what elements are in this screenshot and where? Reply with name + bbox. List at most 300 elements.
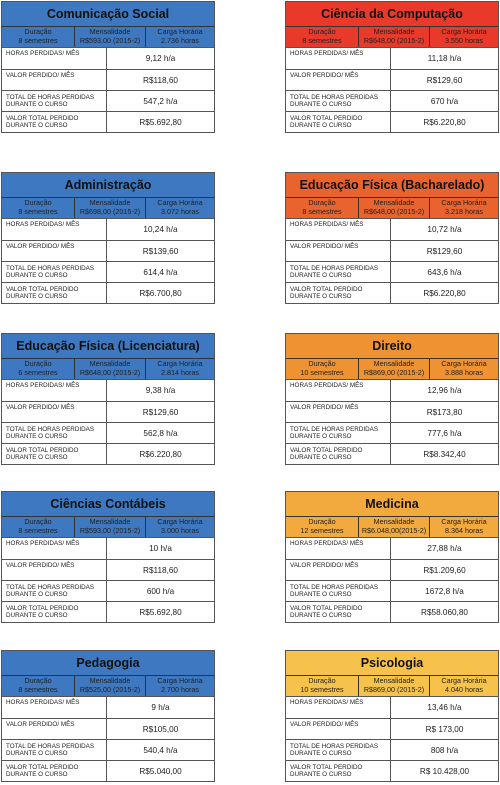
course-meta <box>286 516 498 537</box>
hours-cell <box>146 359 214 379</box>
row-label <box>286 91 391 111</box>
row-label <box>286 241 391 261</box>
hours-value: 3.888 horas <box>445 367 483 377</box>
row-label-text: DURANTE O CURSO <box>290 101 352 108</box>
fee-label: Mensalidade <box>373 198 415 207</box>
row-label <box>2 423 107 443</box>
row-label <box>2 697 107 718</box>
row-label <box>2 91 107 111</box>
table-row <box>286 538 498 559</box>
total-valor-value: R$6.220,80 <box>423 288 466 298</box>
valor-mes-value: R$129,60 <box>426 75 463 85</box>
duration-value: 8 semestres <box>18 684 58 694</box>
course-meta <box>286 197 498 218</box>
course-title: Medicina <box>365 497 419 511</box>
total-horas-value: 777,6 h/a <box>427 428 462 438</box>
duration-cell <box>2 676 74 696</box>
course-title: Comunicação Social <box>46 7 170 21</box>
row-label-text: DURANTE O CURSO <box>6 454 68 461</box>
row-label-text: DURANTE O CURSO <box>290 591 352 598</box>
row-label <box>286 761 391 781</box>
row-label-text: VALOR TOTAL PERDIDO <box>6 115 79 122</box>
table-row <box>2 697 214 718</box>
horas-mes-value: 9 h/a <box>151 703 170 712</box>
row-label <box>286 402 391 422</box>
hours-cell <box>146 27 214 47</box>
duration-label: Duração <box>308 517 336 526</box>
table-row <box>2 111 214 132</box>
total-valor-value: R$6.220,80 <box>423 117 466 127</box>
row-label-text: VALOR PERDIDO/ MÊS <box>6 243 75 250</box>
hours-label: Carga Horária <box>441 198 487 207</box>
row-label-text: TOTAL DE HORAS PERDIDAS <box>290 743 379 750</box>
course-title: Educação Física (Licenciatura) <box>16 339 200 353</box>
course-meta <box>286 358 498 379</box>
row-label <box>286 719 391 739</box>
course-stats <box>1 697 215 782</box>
table-row <box>286 718 498 739</box>
duration-cell <box>2 198 74 218</box>
table-row <box>286 219 498 240</box>
table-row <box>286 580 498 601</box>
total-horas-value: 1672,8 h/a <box>425 586 464 596</box>
row-label-text: DURANTE O CURSO <box>290 612 352 619</box>
row-label-text: VALOR TOTAL PERDIDO <box>290 447 363 454</box>
fee-value: R$593,00 (2015-2) <box>79 525 141 535</box>
valor-mes-value: R$105,00 <box>142 724 179 734</box>
fee-value: R$869,00 (2015-2) <box>363 367 425 377</box>
fee-cell <box>74 517 146 537</box>
course-title: Direito <box>372 339 412 353</box>
row-label <box>2 48 107 69</box>
course-header <box>285 491 499 538</box>
row-label <box>286 697 391 718</box>
row-label <box>286 262 391 282</box>
row-label-text: DURANTE O CURSO <box>290 454 352 461</box>
valor-mes-value: R$ 173,00 <box>425 724 464 734</box>
table-row <box>2 48 214 69</box>
row-label-text: TOTAL DE HORAS PERDIDAS <box>290 426 379 433</box>
duration-value: 8 semestres <box>302 206 342 216</box>
table-row <box>2 739 214 760</box>
row-label-text: HORAS PERDIDAS/ MÊS <box>290 699 364 706</box>
course-card <box>1 1 215 133</box>
table-row <box>286 48 498 69</box>
row-label <box>2 719 107 739</box>
row-label-text: TOTAL DE HORAS PERDIDAS <box>6 426 95 433</box>
fee-label: Mensalidade <box>89 198 131 207</box>
course-stats <box>285 538 499 623</box>
row-label-text: VALOR PERDIDO/ MÊS <box>290 404 359 411</box>
table-row <box>286 697 498 718</box>
hours-value: 8.364 horas <box>445 525 483 535</box>
fee-cell <box>358 198 430 218</box>
hours-label: Carga Horária <box>441 517 487 526</box>
hours-cell <box>146 198 214 218</box>
horas-mes-value: 11,18 h/a <box>427 54 462 63</box>
table-row <box>286 739 498 760</box>
hours-label: Carga Horária <box>157 27 203 36</box>
table-row <box>2 240 214 261</box>
table-row <box>2 538 214 559</box>
hours-cell <box>430 198 498 218</box>
hours-cell <box>146 676 214 696</box>
fee-label: Mensalidade <box>89 359 131 368</box>
duration-cell <box>286 359 358 379</box>
table-row <box>286 69 498 90</box>
hours-value: 2.814 horas <box>161 367 199 377</box>
total-valor-value: R$6.700,80 <box>139 288 182 298</box>
row-label <box>286 560 391 580</box>
duration-label: Duração <box>24 27 52 36</box>
table-row <box>286 380 498 401</box>
hours-value: 2.736 horas <box>161 35 199 45</box>
row-label <box>2 241 107 261</box>
horas-mes-value: 27,88 h/a <box>427 544 462 553</box>
table-row <box>286 90 498 111</box>
course-meta <box>2 197 214 218</box>
duration-label: Duração <box>24 359 52 368</box>
duration-label: Duração <box>308 676 336 685</box>
total-horas-value: 670 h/a <box>430 96 459 106</box>
row-label <box>2 70 107 90</box>
row-label-text: TOTAL DE HORAS PERDIDAS <box>6 743 95 750</box>
hours-value: 3.550 horas <box>445 35 483 45</box>
total-horas-value: 643,6 h/a <box>427 267 462 277</box>
table-row <box>286 422 498 443</box>
row-label <box>286 219 391 240</box>
table-row <box>286 559 498 580</box>
fee-value: R$648,00 (2015-2) <box>363 35 425 45</box>
course-stats <box>285 48 499 133</box>
total-valor-value: R$8.342,40 <box>423 449 466 459</box>
total-horas-value: 540,4 h/a <box>143 745 178 755</box>
row-label-text: DURANTE O CURSO <box>290 771 352 778</box>
course-header <box>285 333 499 380</box>
row-label-text: VALOR TOTAL PERDIDO <box>6 286 79 293</box>
valor-mes-value: R$118,60 <box>143 565 178 575</box>
row-label-text: VALOR PERDIDO/ MÊS <box>290 243 359 250</box>
table-row <box>2 718 214 739</box>
duration-label: Duração <box>24 676 52 685</box>
total-valor-value: R$58.060,80 <box>421 607 468 617</box>
fee-label: Mensalidade <box>373 359 415 368</box>
course-header <box>1 333 215 380</box>
course-stats <box>1 380 215 465</box>
duration-cell <box>286 676 358 696</box>
row-label <box>286 112 391 132</box>
row-label <box>2 602 107 622</box>
table-row <box>2 422 214 443</box>
row-label <box>2 262 107 282</box>
row-label <box>286 48 391 69</box>
course-header <box>285 172 499 219</box>
row-label-text: VALOR TOTAL PERDIDO <box>290 764 363 771</box>
course-stats <box>285 219 499 304</box>
course-title: Ciências Contábeis <box>50 497 166 511</box>
course-stats <box>285 380 499 465</box>
row-label-text: TOTAL DE HORAS PERDIDAS <box>6 584 95 591</box>
course-meta <box>2 516 214 537</box>
row-label <box>286 283 391 303</box>
row-label-text: HORAS PERDIDAS/ MÊS <box>290 540 364 547</box>
row-label-text: VALOR PERDIDO/ MÊS <box>290 72 359 79</box>
row-label <box>286 602 391 622</box>
course-header <box>1 172 215 219</box>
course-card <box>285 650 499 782</box>
row-label-text: DURANTE O CURSO <box>290 433 352 440</box>
horas-mes-value: 13,46 h/a <box>427 703 462 712</box>
row-label <box>2 761 107 781</box>
fee-cell <box>358 359 430 379</box>
row-label-text: VALOR TOTAL PERDIDO <box>6 447 79 454</box>
duration-label: Duração <box>308 27 336 36</box>
table-row <box>2 559 214 580</box>
row-label <box>2 219 107 240</box>
table-row <box>2 282 214 303</box>
table-row <box>286 760 498 781</box>
table-row <box>2 90 214 111</box>
duration-value: 8 semestres <box>18 35 58 45</box>
row-label-text: DURANTE O CURSO <box>6 591 68 598</box>
course-stats <box>1 538 215 623</box>
table-row <box>2 69 214 90</box>
course-card <box>285 1 499 133</box>
table-row <box>2 380 214 401</box>
hours-label: Carga Horária <box>157 517 203 526</box>
hours-cell <box>430 359 498 379</box>
row-label-text: DURANTE O CURSO <box>6 122 68 129</box>
row-label-text: VALOR PERDIDO/ MÊS <box>290 562 359 569</box>
row-label-text: VALOR PERDIDO/ MÊS <box>6 562 75 569</box>
total-valor-value: R$5.692,80 <box>139 607 182 617</box>
row-label-text: HORAS PERDIDAS/ MÊS <box>6 382 80 389</box>
row-label-text: HORAS PERDIDAS/ MÊS <box>6 221 80 228</box>
row-label <box>286 70 391 90</box>
duration-value: 12 semestres <box>300 525 344 535</box>
course-card <box>1 333 215 465</box>
row-label-text: HORAS PERDIDAS/ MÊS <box>6 540 80 547</box>
hours-value: 3.218 horas <box>445 206 483 216</box>
course-title: Ciência da Computação <box>321 7 463 21</box>
horas-mes-value: 12,96 h/a <box>427 386 462 395</box>
row-label-text: VALOR PERDIDO/ MÊS <box>6 404 75 411</box>
row-label-text: VALOR TOTAL PERDIDO <box>290 605 363 612</box>
valor-mes-value: R$129,60 <box>142 407 179 417</box>
row-label-text: TOTAL DE HORAS PERDIDAS <box>290 94 379 101</box>
total-horas-value: 600 h/a <box>146 586 175 596</box>
course-title: Pedagogia <box>76 656 140 670</box>
duration-label: Duração <box>24 198 52 207</box>
course-header <box>1 650 215 697</box>
course-meta <box>2 26 214 47</box>
fee-value: R$648,00 (2015-2) <box>363 206 425 216</box>
course-card <box>1 650 215 782</box>
course-stats <box>1 48 215 133</box>
valor-mes-value: R$139,60 <box>142 246 179 256</box>
duration-value: 8 semestres <box>18 525 58 535</box>
total-valor-value: R$ 10.428,00 <box>419 766 470 776</box>
total-horas-value: 547,2 h/a <box>143 96 178 106</box>
table-row <box>286 601 498 622</box>
fee-cell <box>358 517 430 537</box>
row-label-text: DURANTE O CURSO <box>6 272 68 279</box>
duration-cell <box>2 517 74 537</box>
valor-mes-value: R$173,80 <box>426 407 463 417</box>
row-label <box>2 740 107 760</box>
table-row <box>286 261 498 282</box>
fee-cell <box>74 359 146 379</box>
hours-cell <box>430 27 498 47</box>
duration-value: 8 semestres <box>18 206 58 216</box>
fee-label: Mensalidade <box>373 27 415 36</box>
row-label <box>2 538 107 559</box>
duration-label: Duração <box>308 359 336 368</box>
row-label-text: DURANTE O CURSO <box>290 122 352 129</box>
course-stats <box>1 219 215 304</box>
row-label-text: DURANTE O CURSO <box>6 101 68 108</box>
row-label-text: VALOR PERDIDO/ MÊS <box>6 72 75 79</box>
fee-value: R$6.048,00(2015-2) <box>361 525 427 535</box>
course-stats <box>285 697 499 782</box>
row-label-text: DURANTE O CURSO <box>290 272 352 279</box>
duration-value: 8 semestres <box>302 35 342 45</box>
hours-value: 3.000 horas <box>161 525 199 535</box>
course-title: Educação Física (Bacharelado) <box>299 178 485 192</box>
row-label-text: TOTAL DE HORAS PERDIDAS <box>290 584 379 591</box>
valor-mes-value: R$118,60 <box>143 75 178 85</box>
hours-cell <box>146 517 214 537</box>
row-label-text: VALOR TOTAL PERDIDO <box>290 286 363 293</box>
row-label-text: DURANTE O CURSO <box>6 612 68 619</box>
course-header <box>285 650 499 697</box>
row-label <box>2 402 107 422</box>
table-row <box>2 443 214 464</box>
duration-label: Duração <box>308 198 336 207</box>
row-label-text: VALOR TOTAL PERDIDO <box>6 764 79 771</box>
row-label-text: VALOR TOTAL PERDIDO <box>290 115 363 122</box>
course-meta <box>2 675 214 696</box>
course-card <box>285 333 499 465</box>
course-card <box>1 491 215 623</box>
row-label-text: DURANTE O CURSO <box>6 433 68 440</box>
course-header <box>285 1 499 48</box>
fee-cell <box>358 27 430 47</box>
row-label-text: DURANTE O CURSO <box>290 750 352 757</box>
row-label <box>2 380 107 401</box>
course-meta <box>2 358 214 379</box>
hours-label: Carga Horária <box>441 676 487 685</box>
duration-cell <box>286 198 358 218</box>
course-title: Psicologia <box>360 656 424 670</box>
duration-cell <box>286 27 358 47</box>
row-label-text: HORAS PERDIDAS/ MÊS <box>6 699 80 706</box>
fee-value: R$698,00 (2015-2) <box>79 206 141 216</box>
course-title: Administração <box>64 178 152 192</box>
course-meta <box>286 26 498 47</box>
horas-mes-value: 10,72 h/a <box>427 225 462 234</box>
hours-label: Carga Horária <box>157 676 203 685</box>
horas-mes-value: 10,24 h/a <box>143 225 178 234</box>
row-label-text: HORAS PERDIDAS/ MÊS <box>6 50 80 57</box>
fee-label: Mensalidade <box>89 27 131 36</box>
row-label <box>286 740 391 760</box>
fee-value: R$525,00 (2015-2) <box>79 684 141 694</box>
table-row <box>2 261 214 282</box>
duration-cell <box>286 517 358 537</box>
course-header <box>1 1 215 48</box>
duration-cell <box>2 27 74 47</box>
table-row <box>286 282 498 303</box>
hours-cell <box>430 676 498 696</box>
row-label <box>2 112 107 132</box>
table-row <box>2 401 214 422</box>
row-label-text: VALOR PERDIDO/ MÊS <box>6 721 75 728</box>
row-label <box>286 380 391 401</box>
horas-mes-value: 10 h/a <box>149 544 172 553</box>
row-label-text: DURANTE O CURSO <box>290 293 352 300</box>
fee-cell <box>74 27 146 47</box>
row-label-text: TOTAL DE HORAS PERDIDAS <box>6 94 95 101</box>
fee-cell <box>358 676 430 696</box>
course-header <box>1 491 215 538</box>
total-valor-value: R$6.220,80 <box>139 449 182 459</box>
fee-label: Mensalidade <box>89 517 131 526</box>
row-label <box>2 581 107 601</box>
row-label <box>2 560 107 580</box>
table-row <box>286 443 498 464</box>
duration-value: 10 semestres <box>300 367 344 377</box>
hours-cell <box>430 517 498 537</box>
duration-value: 10 semestres <box>300 684 344 694</box>
row-label-text: VALOR PERDIDO/ MÊS <box>290 721 359 728</box>
fee-label: Mensalidade <box>373 676 415 685</box>
fee-label: Mensalidade <box>89 676 131 685</box>
valor-mes-value: R$129,60 <box>426 246 463 256</box>
fee-value: R$869,00 (2015-2) <box>363 684 425 694</box>
course-card <box>1 172 215 304</box>
fee-value: R$648,00 (2015-2) <box>79 367 141 377</box>
course-card <box>285 172 499 304</box>
fee-value: R$593,00 (2015-2) <box>79 35 141 45</box>
row-label <box>286 538 391 559</box>
horas-mes-value: 9,38 h/a <box>145 386 176 395</box>
hours-label: Carga Horária <box>157 359 203 368</box>
fee-cell <box>74 198 146 218</box>
row-label <box>286 423 391 443</box>
hours-label: Carga Horária <box>441 27 487 36</box>
row-label <box>286 444 391 464</box>
horas-mes-value: 9,12 h/a <box>145 54 176 63</box>
row-label-text: HORAS PERDIDAS/ MÊS <box>290 382 364 389</box>
row-label-text: TOTAL DE HORAS PERDIDAS <box>6 265 95 272</box>
row-label-text: VALOR TOTAL PERDIDO <box>6 605 79 612</box>
row-label-text: DURANTE O CURSO <box>6 750 68 757</box>
row-label <box>2 444 107 464</box>
table-row <box>286 401 498 422</box>
row-label-text: HORAS PERDIDAS/ MÊS <box>290 221 364 228</box>
fee-label: Mensalidade <box>373 517 415 526</box>
hours-value: 3.072 horas <box>161 206 199 216</box>
table-row <box>2 601 214 622</box>
duration-label: Duração <box>24 517 52 526</box>
course-card <box>285 491 499 623</box>
total-valor-value: R$5.040,00 <box>139 766 182 776</box>
total-horas-value: 808 h/a <box>430 745 459 755</box>
row-label-text: TOTAL DE HORAS PERDIDAS <box>290 265 379 272</box>
fee-cell <box>74 676 146 696</box>
hours-label: Carga Horária <box>157 198 203 207</box>
